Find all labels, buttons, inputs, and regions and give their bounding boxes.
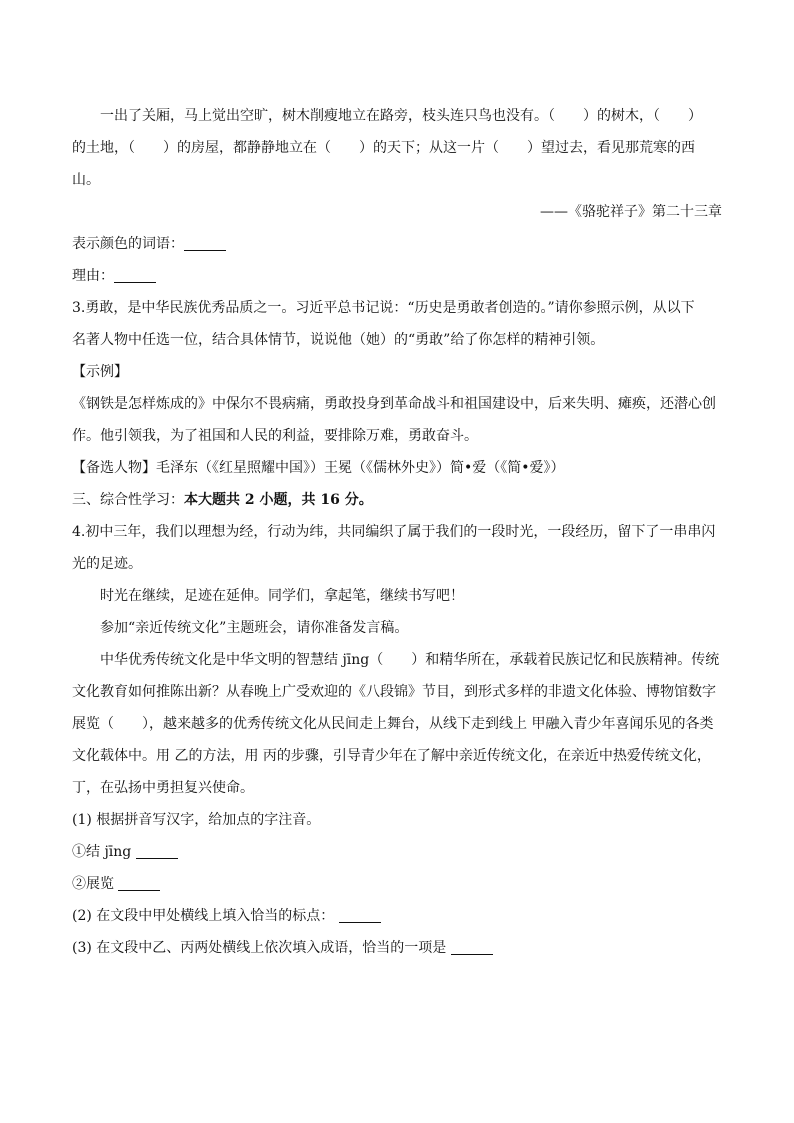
sub-question-3: [72, 932, 722, 964]
color-words-label: 表示颜色的词语：: [72, 236, 184, 252]
color-words-prompt: [72, 228, 722, 260]
answer-blank[interactable]: [339, 906, 381, 923]
example-line: 作。他引领我，为了祖国和人民的利益，要排除万难，勇敢奋斗。: [72, 428, 478, 444]
sub-question-1a-label: ①结 jīng: [72, 844, 132, 860]
section-3-title: 三、综合性学习：: [72, 492, 184, 508]
answer-blank[interactable]: [118, 874, 160, 891]
passage-paragraph-line: 文化教育如何推陈出新？从春晚上广受欢迎的《八段锦》节目，到形式多样的非遗文化体验、博物馆数字: [72, 684, 716, 700]
question-3-line: 3.勇敢，是中华民族优秀品质之一。习近平总书记说：“历史是勇敢者创造的。”请你参照示例，从以下: [72, 300, 695, 316]
question-4-line: 4.初中三年，我们以理想为经，行动为纬，共同编织了属于我们的一段时光，一段经历，留下了一串串闪: [72, 524, 716, 540]
example-heading: 【示例】: [72, 364, 128, 380]
sub-question-1b-label: ②展览: [72, 876, 114, 892]
passage-paragraph-line: 展览（ ），越来越多的优秀传统文化从民间走上舞台，从线下走到线上 甲融入青少年喜闻乐见的各类: [72, 716, 714, 732]
sub-question-2-label: (2) 在文段中甲处横线上填入恰当的标点：: [72, 908, 335, 924]
reason-prompt: [72, 260, 722, 292]
sub-question-1a: [72, 836, 722, 868]
passage-paragraph-line: 文化载体中。用 乙的方法，用 丙的步骤，引导青少年在了解中亲近传统文化，在亲近中热爱传统文化，: [72, 748, 711, 764]
sub-question-1: (1) 根据拼音写汉字，给加点的字注音。: [72, 812, 321, 828]
sub-question-3-label: (3) 在文段中乙、丙两处横线上依次填入成语，恰当的一项是: [72, 940, 447, 956]
question-3-line: 名著人物中任选一位，结合具体情节，说说他（她）的“勇敢”给了你怎样的精神引领。: [72, 332, 605, 348]
question-4-line: 光的足迹。: [72, 556, 142, 572]
question-4-line: 时光在继续，足迹在延伸。同学们，拿起笔，继续书写吧！: [100, 588, 464, 604]
section-3-detail: 本大题共 2 小题，共 16 分。: [184, 492, 373, 508]
answer-blank[interactable]: [114, 266, 156, 283]
passage-line: 一出了关厢，马上觉出空旷，树木削瘦地立在路旁，枝头连只鸟也没有。（ ）的树木，（ ）: [100, 108, 702, 124]
answer-blank[interactable]: [136, 842, 178, 859]
reason-label: 理由：: [72, 268, 114, 284]
passage-paragraph-line: 中华优秀传统文化是中华文明的智慧结 jīng（ ）和精华所在，承载着民族记忆和民族精神。传统: [100, 652, 720, 668]
document-page: [72, 100, 722, 964]
candidate-characters: 【备选人物】毛泽东（《红星照耀中国》）王冕（《儒林外史》）简•爱（《简•爱》）: [72, 460, 565, 476]
answer-blank[interactable]: [451, 938, 493, 955]
passage-line: 山。: [72, 172, 100, 188]
passage-paragraph-line: 丁，在弘扬中勇担复兴使命。: [72, 780, 254, 796]
example-line: 《钢铁是怎样炼成的》中保尔不畏病痛，勇敢投身到革命战斗和祖国建设中，后来失明、瘫痪，还潜心创: [72, 396, 716, 412]
sub-question-2: [72, 900, 722, 932]
question-4-line: 参加“亲近传统文化”主题班会，请你准备发言稿。: [100, 620, 409, 636]
sub-question-1b: [72, 868, 722, 900]
section-3-heading: [72, 484, 722, 516]
answer-blank[interactable]: [184, 234, 226, 251]
passage-line: 的土地，（ ）的房屋，都静静地立在（ ）的天下；从这一片（ ）望过去，看见那荒寒的西: [72, 140, 695, 156]
passage-source: ——《骆驼祥子》第二十三章: [540, 204, 722, 220]
